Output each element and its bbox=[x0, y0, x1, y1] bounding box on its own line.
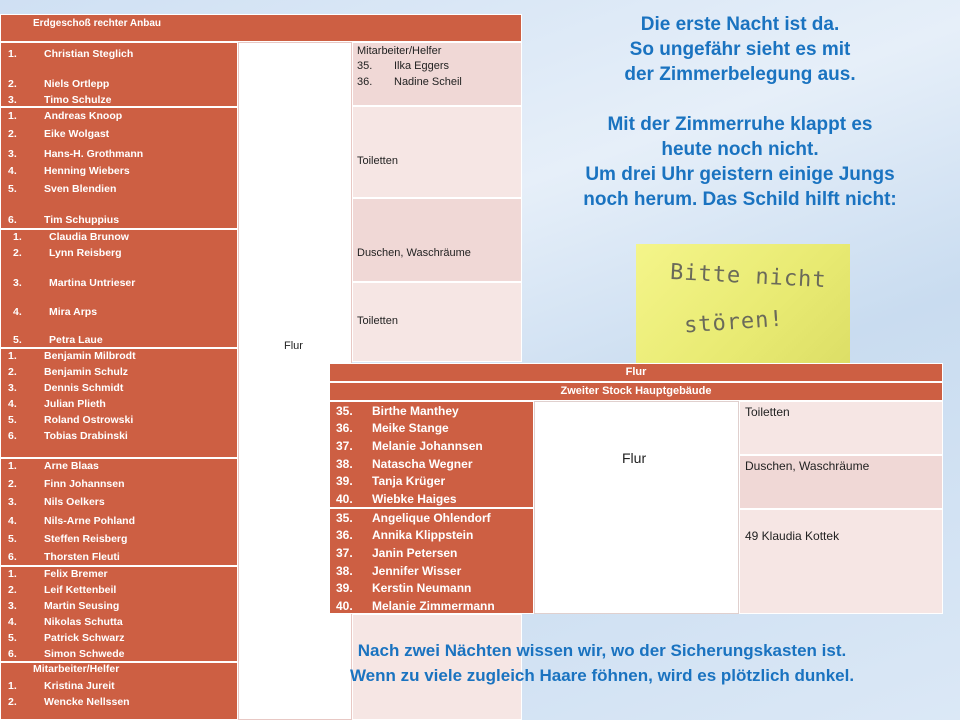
staff-cell: 49 Klaudia Kottek bbox=[739, 509, 943, 614]
right-table-top-header: Flur bbox=[329, 363, 943, 382]
toilets-cell: Toiletten bbox=[352, 106, 522, 198]
room-block: 1. Claudia Brunow 2. Lynn Reisberg 3. Martina Untrieser 4. Mira Arps 5. Petra Laue bbox=[0, 229, 238, 348]
showers-cell: Duschen, Waschräume bbox=[352, 198, 522, 282]
closing-text: Nach zwei Nächten wissen wir, wo der Sicherungskasten ist. Wenn zu viele zugleich Haare föhnen, wird es plötzlich dunkel. bbox=[349, 641, 855, 685]
corridor-label: Flur bbox=[284, 340, 303, 352]
left-table-header: Erdgeschoß rechter Anbau bbox=[0, 14, 522, 42]
room-block: 1. Felix Bremer 2. Leif Kettenbeil 3. Martin Seusing 4. Nikolas Schutta 5. Patrick Schwarz 6. Simon Schwede bbox=[0, 566, 238, 662]
staff-cell: Mitarbeiter/Helfer 35. Ilka Eggers 36. Nadine Scheil bbox=[352, 42, 522, 106]
showers-cell: Duschen, Waschräume bbox=[739, 455, 943, 509]
intro-text: Die erste Nacht ist da. So ungefähr sieht es mit der Zimmerbelegung aus. Mit der Zimmerruhe klappt es heute noch nicht. Um drei Uhr geistern einige Jungs noch herum. Das Schild hilft nicht: bbox=[583, 14, 897, 210]
room-block: 1. Christian Steglich 2. Niels Ortlepp 3. Timo Schulze bbox=[0, 42, 238, 107]
room-block-staff: Mitarbeiter/Helfer 1. Kristina Jureit 2. Wencke Nellssen bbox=[0, 662, 238, 720]
corridor-cell bbox=[534, 401, 739, 614]
corridor-label: Flur bbox=[622, 450, 647, 466]
room-block: 35. Birthe Manthey 36. Meike Stange 37. Melanie Johannsen 38. Natascha Wegner 39. Tanja Krüger 40. Wiebke Haiges bbox=[329, 401, 534, 508]
room-block: 1. Benjamin Milbrodt 2. Benjamin Schulz 3. Dennis Schmidt 4. Julian Plieth 5. Roland Ostrowski 6. Tobias Drabinski bbox=[0, 348, 238, 458]
right-table-header: Zweiter Stock Hauptgebäude bbox=[329, 382, 943, 401]
toilets-cell: Toiletten bbox=[352, 282, 522, 362]
room-block: 1. Andreas Knoop 2. Eike Wolgast 3. Hans-H. Grothmann 4. Henning Wiebers 5. Sven Blendien 6. Tim Schuppius bbox=[0, 107, 238, 229]
room-block: 35. Angelique Ohlendorf 36. Annika Klippstein 37. Janin Petersen 38. Jennifer Wisser 39. Kerstin Neumann 40. Melanie Zimmermann bbox=[329, 508, 534, 614]
toilets-cell: Toiletten bbox=[739, 401, 943, 455]
do-not-disturb-note: Bitte nicht stören! bbox=[636, 244, 850, 366]
room-block: 1. Arne Blaas 2. Finn Johannsen 3. Nils Oelkers 4. Nils-Arne Pohland 5. Steffen Reisberg 6. Thorsten Fleuti bbox=[0, 458, 238, 566]
